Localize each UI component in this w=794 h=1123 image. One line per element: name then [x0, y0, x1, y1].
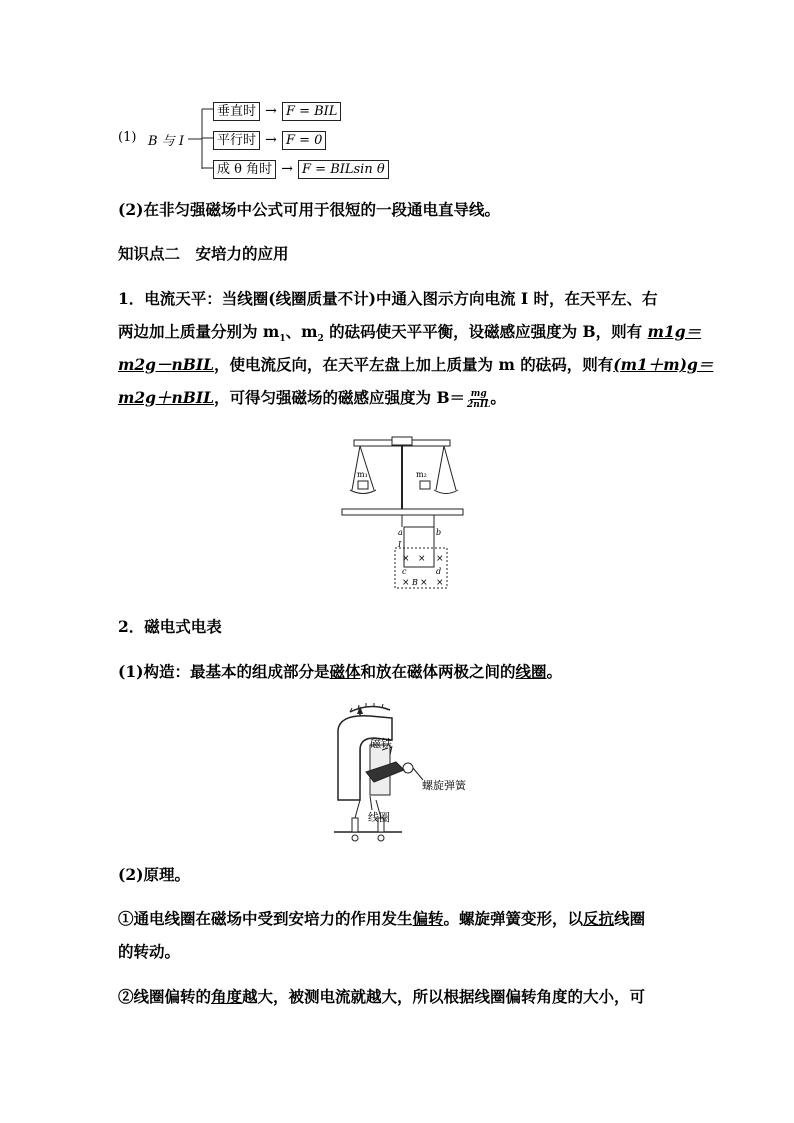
label-m1: m₁ [357, 470, 368, 479]
condition-box: 平行时 [213, 131, 260, 150]
label-d: d [436, 567, 442, 576]
label-I: I [398, 540, 402, 549]
label-a: a [398, 528, 403, 537]
cross: × [436, 578, 444, 588]
meter-principle: (2)原理。 [118, 865, 190, 884]
section-title: 知识点二 安培力的应用 [118, 244, 289, 263]
paragraph-local-field: (2)在非匀强磁场中公式可用于很短的一段通电直导线。 [118, 200, 500, 219]
meter-title: 2．磁电式电表 [118, 617, 222, 636]
cross: × [420, 578, 428, 588]
formula-label-text: B 与 I [148, 134, 184, 149]
formula-label-num: (1) [118, 130, 137, 145]
condition-box: 垂直时 [213, 102, 260, 121]
balance-line-2: 两边加上质量分别为 $m_1$、$m_2$ 的砝码使天平平衡，设磁感应强度为 B，则有 m1g＝ [118, 322, 702, 345]
cross: × [436, 554, 444, 564]
formula-bracket [188, 96, 216, 182]
balance-line-1: 1．电流天平：当线圈(线圈质量不计)中通入图示方向电流 I 时，在天平左、右 [118, 289, 658, 308]
formula-tree [118, 96, 408, 182]
meter-construction: (1)构造：最基本的组成部分是磁体和放在磁体两极之间的线圈。 [118, 662, 563, 681]
fraction-mg-2nIL: $\frac{mg}{\text{2nIL}}$ [467, 388, 491, 410]
meter-principle-1-cont: 的转动。 [118, 942, 181, 961]
meter-principle-2: ②线圈偏转的角度越大，被测电流就越大，所以根据线圈偏转角度的大小，可 [118, 987, 646, 1006]
cross: × [418, 554, 426, 564]
label-magnet: 磁铁 [370, 737, 392, 750]
cross: × [402, 554, 410, 564]
formula-row-3: 成 θ 角时 → F = BILsin θ [213, 158, 389, 179]
formula-box: F = BILsin θ [298, 160, 389, 179]
balance-line-3: m2g－nBIL，使电流反向，在天平左盘上加上质量为 m 的砝码，则有(m1＋m)g＝ [118, 355, 714, 374]
cross: × [402, 578, 410, 588]
label-coil: 线圈 [368, 811, 390, 824]
balance-line-4: m2g＋nBIL，可得匀强磁场的磁感应强度为 B＝ $\frac{mg}{\text{2nIL}}$ 。 [118, 388, 506, 410]
label-b: b [436, 528, 442, 537]
formula-row-1: 垂直时 → F = BIL [213, 100, 341, 121]
formula-box: F = BIL [282, 102, 342, 121]
label-m2: m₂ [416, 470, 427, 479]
condition-box: 成 θ 角时 [213, 160, 276, 179]
meter-principle-1: ①通电线圈在磁场中受到安培力的作用发生偏转。螺旋弹簧变形，以反抗线圈 [118, 909, 646, 928]
label-spring: 螺旋弹簧 [422, 779, 466, 792]
current-balance-figure [340, 435, 465, 590]
label-c: c [402, 567, 407, 576]
galvanometer-figure [330, 700, 470, 845]
label-B: B [412, 578, 418, 587]
formula-row-2: 平行时 → F = 0 [213, 129, 326, 150]
formula-box: F = 0 [282, 131, 326, 150]
